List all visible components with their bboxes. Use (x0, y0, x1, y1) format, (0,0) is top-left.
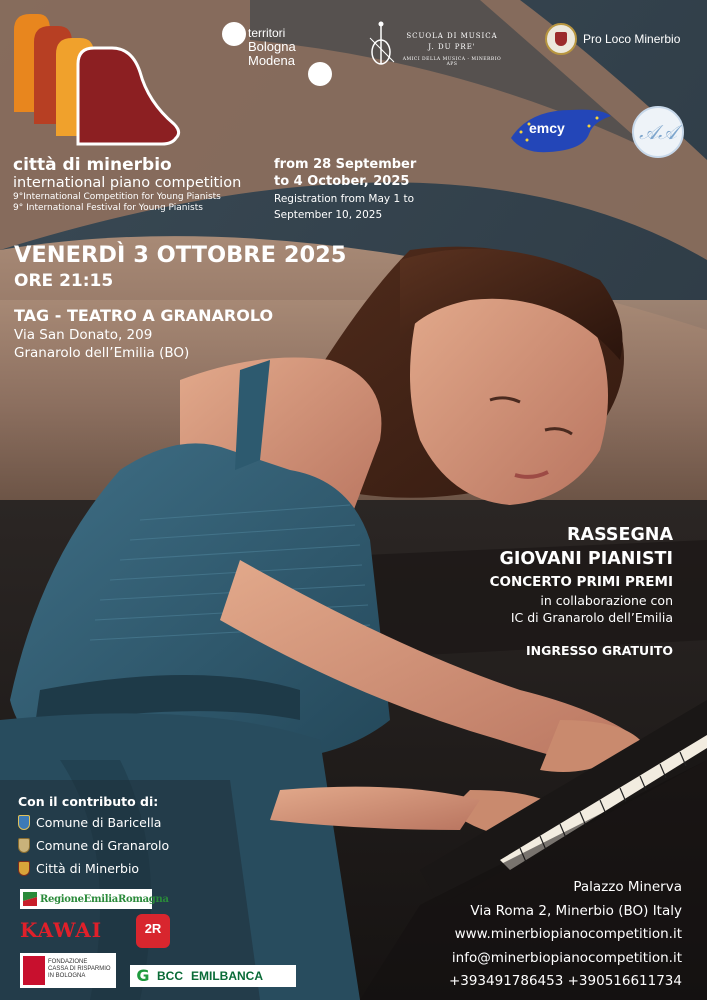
event-date: VENERDÌ 3 OTTOBRE 2025 (14, 242, 347, 268)
collab-line2: IC di Granarolo dell’Emilia (510, 610, 673, 625)
event-venue: TAG - TEATRO A GRANAROLO (14, 306, 274, 325)
collab-line1: in collaborazione con (540, 593, 673, 608)
contributor-label: Città di Minerbio (36, 861, 140, 876)
contact-block (449, 876, 682, 994)
rassegna-block (490, 523, 673, 659)
scuola-line2: J. DU PRE' (428, 43, 476, 51)
rassegna-title-2: GIOVANI PIANISTI (499, 549, 673, 569)
association-monogram-logo (632, 106, 684, 158)
competition-subtitle-2: 9° International Festival for Young Pianists (13, 203, 203, 213)
contributors-block (18, 793, 169, 880)
rassegna-title-1: RASSEGNA (567, 525, 673, 545)
bcc-label: BCC (157, 969, 183, 983)
competition-dates (274, 156, 416, 222)
contributor-granarolo (18, 834, 169, 857)
contributor-baricella (18, 811, 169, 834)
contact-place: Palazzo Minerva (573, 879, 682, 895)
registration-line2: September 10, 2025 (274, 209, 383, 221)
dates-line2: to 4 October, 2025 (274, 174, 410, 189)
contact-address: Via Roma 2, Minerbio (BO) Italy (470, 902, 682, 919)
fondazione-line1: FONDAZIONE (48, 959, 88, 965)
territori-line1: territori (248, 26, 286, 40)
2r-studio-logo: 2R (136, 914, 170, 948)
region-label: RegioneEmiliaRomagna (40, 893, 169, 905)
territori-line3: Modena (248, 53, 295, 68)
baricella-crest-icon (18, 815, 30, 830)
competition-name: international piano competition (13, 175, 242, 191)
fondazione-mark-icon (23, 956, 45, 985)
contributors-heading: Con il contributo di: (18, 794, 159, 809)
event-info (14, 240, 346, 362)
regione-emilia-romagna-logo (20, 889, 169, 909)
venue-address-line2: Granarolo dell’Emilia (BO) (14, 345, 190, 361)
minerbio-crest-icon (18, 861, 30, 876)
cello-icon (364, 20, 398, 70)
contributor-minerbio (18, 857, 169, 880)
free-entry: INGRESSO GRATUITO (525, 643, 673, 658)
proloco-logo (545, 22, 680, 56)
bcc-emilbanca-logo (130, 965, 296, 987)
scuola-musica-logo (362, 20, 522, 70)
competition-title-block (13, 156, 241, 214)
emcy-logo (509, 104, 613, 156)
event-time: ORE 21:15 (14, 271, 114, 291)
concert-title: CONCERTO PRIMI PREMI (489, 574, 673, 590)
emcy-label: emcy (529, 120, 565, 136)
fondazione-line2: CASSA DI RISPARMIO (48, 966, 111, 972)
monogram-icon: 𝒜𝒜 (639, 120, 677, 144)
fondazione-carisbo-logo (20, 953, 116, 988)
proloco-label: Pro Loco Minerbio (583, 32, 681, 46)
emilbanca-label: EMILBANCA (191, 969, 263, 983)
venue-address-line1: Via San Donato, 209 (14, 327, 153, 343)
region-flag-icon (23, 892, 37, 906)
registration-line1: Registration from May 1 to (274, 193, 415, 205)
competition-city: città di minerbio (13, 155, 172, 175)
dates-line1: from 28 September (274, 157, 417, 172)
contact-website[interactable]: www.minerbiopianocompetition.it (454, 926, 682, 942)
territori-line2: Bologna (248, 39, 296, 54)
kawai-logo: KAWAI (20, 918, 103, 942)
scuola-line3: AMICI DELLA MUSICA - MINERBIO APS (402, 57, 502, 67)
bcc-mark-icon: G (136, 966, 150, 985)
contributor-label: Comune di Baricella (36, 815, 162, 830)
proloco-seal-icon (545, 23, 577, 55)
competition-piano-logo (12, 12, 182, 152)
fondazione-line3: IN BOLOGNA (48, 973, 86, 979)
territori-logo (222, 22, 337, 88)
contact-phones: +393491786453 +390516611734 (448, 973, 682, 989)
contact-email[interactable]: info@minerbiopianocompetition.it (451, 949, 682, 966)
scuola-line1: SCUOLA DI MUSICA (406, 32, 498, 40)
contributor-label: Comune di Granarolo (36, 838, 170, 853)
granarolo-crest-icon (18, 838, 30, 853)
competition-subtitle-1: 9°International Competition for Young Pianists (13, 192, 221, 202)
